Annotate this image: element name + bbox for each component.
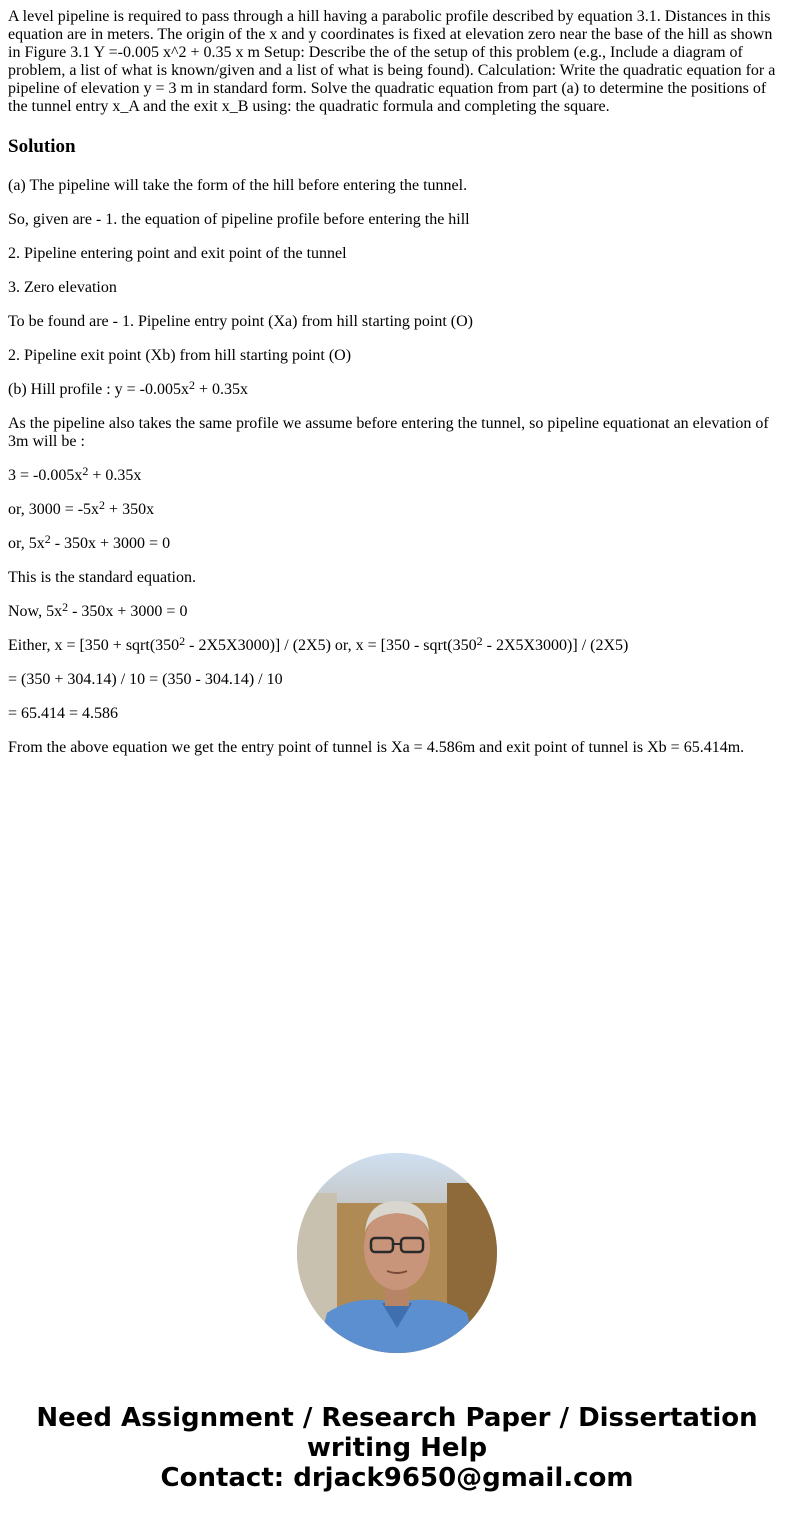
promo-line: writing Help <box>306 1433 488 1463</box>
author-avatar <box>297 1153 497 1353</box>
quadratic-formula-line: Either, $x = [350 + sqrt(350^2 - 2X5X3000)] / (2X5)$ or, $x = [350 - sqrt(350^2 - 2X5X3000)] / (2X5)$ <box>8 634 629 654</box>
equation-line: or, $3000 = -5x^2 + 350x$ <box>8 498 155 518</box>
solution-line: 2. Pipeline exit point (Xb) from hill starting point (O) <box>8 347 352 364</box>
equation-line: $3 = -0.005x^2 + 0.35x$ <box>8 464 142 484</box>
solution-line: 2. Pipeline entering point and exit point of the tunnel <box>8 245 347 262</box>
promo-footer <box>0 1403 794 1493</box>
equation-line: or, $5x^2 - 350x + 3000 = 0$ <box>8 532 171 552</box>
solution-line: (a) The pipeline will take the form of the hill before entering the tunnel. <box>8 177 468 194</box>
solution-line: 3. Zero elevation <box>8 279 117 296</box>
hill-profile-equation: (b) Hill profile : $y = -0.005x^2 + 0.35x$ <box>8 378 249 398</box>
equation-line: Now, $5x^2 - 350x + 3000 = 0$ <box>8 600 188 620</box>
equation-line: = (350 + 304.14) / 10 = (350 - 304.14) / 10 <box>8 671 283 688</box>
solution-heading: Solution <box>8 136 76 157</box>
solution-body <box>8 177 784 757</box>
conclusion-line: From the above equation we get the entry point of tunnel is Xa = 4.586m and exit point of tunnel is Xb = 65.414m. <box>8 739 745 756</box>
solution-line: As the pipeline also takes the same profile we assume before entering the tunnel, so pipeline equationat an elevation of 3m will be : <box>8 415 769 450</box>
solution-line: This is the standard equation. <box>8 569 196 586</box>
solution-line: So, given are - 1. the equation of pipeline profile before entering the hill <box>8 211 470 228</box>
document-body <box>8 8 784 773</box>
contact-line: Contact: drjack9650@gmail.com <box>160 1463 634 1493</box>
promo-line: Need Assignment / Research Paper / Dissertation <box>36 1403 758 1433</box>
avatar-photo <box>297 1153 497 1353</box>
question-text: A level pipeline is required to pass through a hill having a parabolic profile described by equation 3.1. Distances in this equation are in meters. The origin of the x and y coordinates is fixed at elevation zero near the base of the hill as shown in Figure 3.1 Y =-0.005 x^2 + 0.35 x m Setup: Describe the of the setup of this problem (e.g., Include a diagram of problem, a list of what is known/given and a list of what is being found). Calculation: Write the quadratic equation for a pipeline of elevation y = 3 m in standard form. Solve the quadratic equation from part (a) to determine the positions of the tunnel entry x_A and the exit x_B using: the quadratic formula and completing the square. <box>8 8 776 115</box>
solution-line: To be found are - 1. Pipeline entry point (Xa) from hill starting point (O) <box>8 313 473 330</box>
equation-line: = 65.414 = 4.586 <box>8 705 119 722</box>
